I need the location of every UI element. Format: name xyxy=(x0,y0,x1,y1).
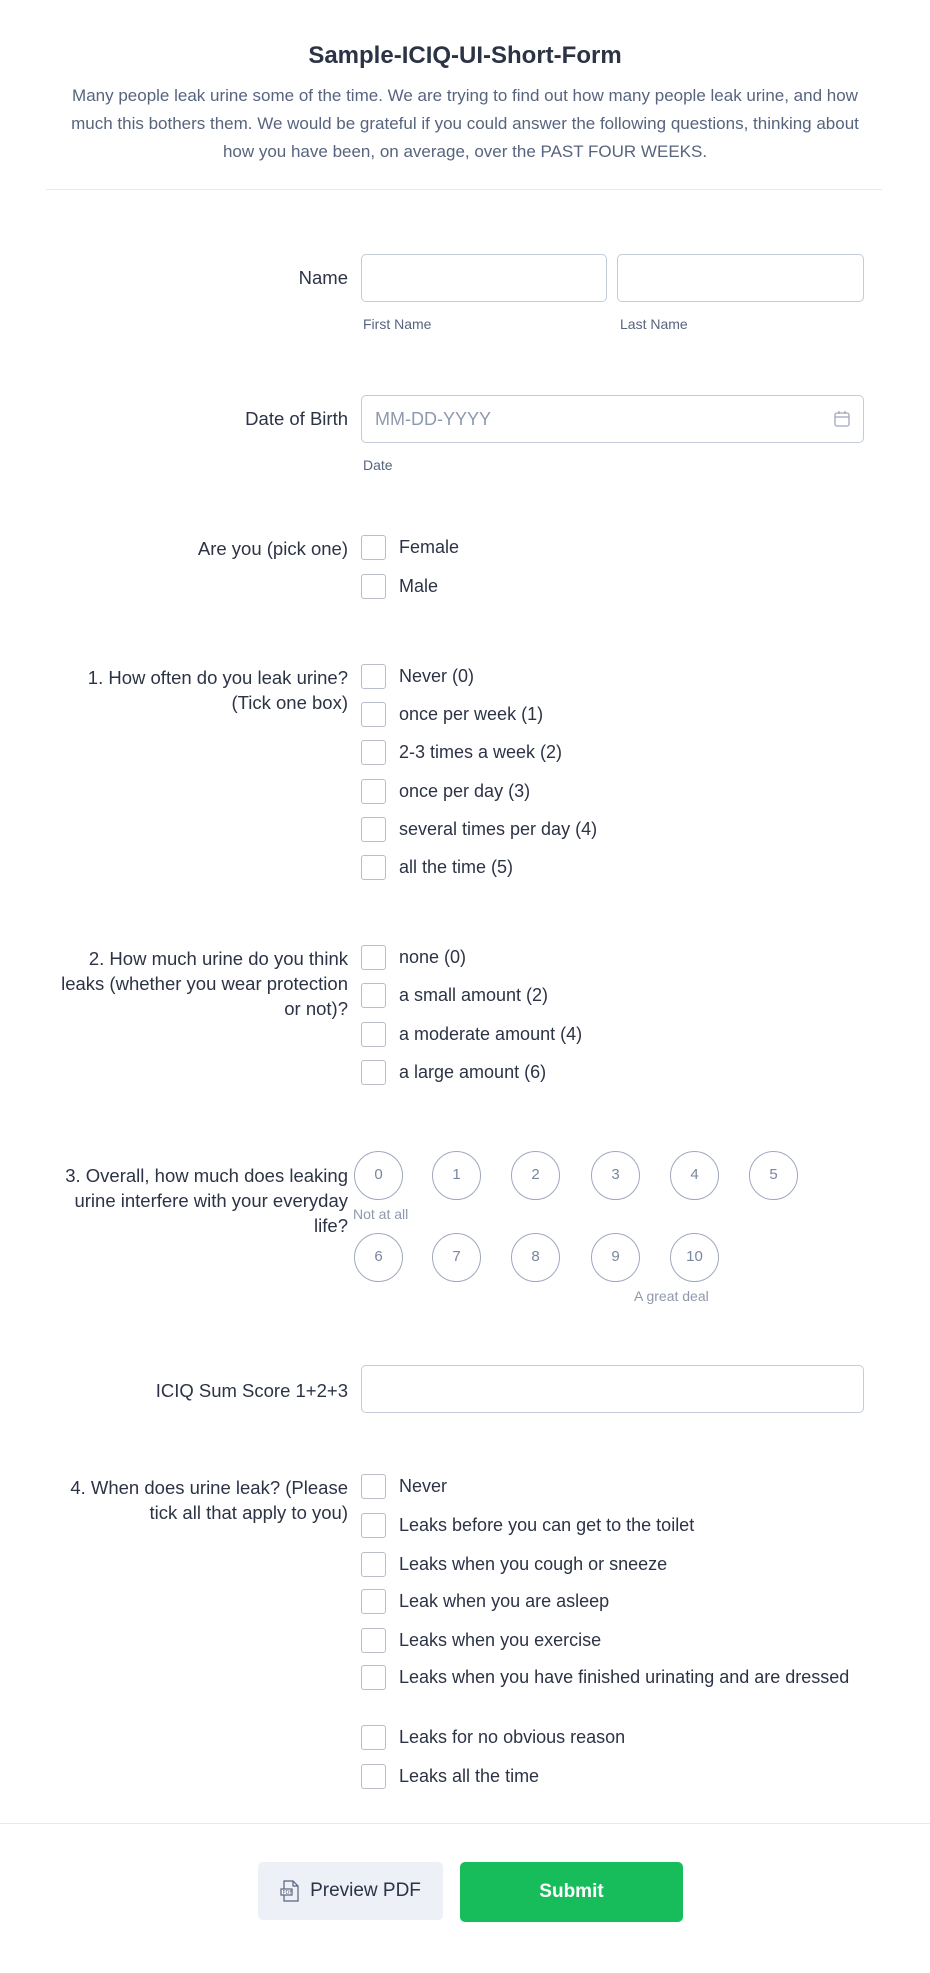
option-label: 2-3 times a week (2) xyxy=(399,742,563,762)
checkbox[interactable] xyxy=(361,1589,386,1614)
checkbox[interactable] xyxy=(361,702,386,727)
dob-label: Date of Birth xyxy=(245,408,348,429)
q4-option[interactable] xyxy=(361,1553,881,1577)
q4-option[interactable] xyxy=(361,1765,881,1789)
checkbox[interactable] xyxy=(361,574,386,599)
checkbox[interactable] xyxy=(361,1764,386,1789)
option-label: none (0) xyxy=(399,947,467,967)
option-label: a large amount (6) xyxy=(399,1062,547,1082)
svg-text:PDF: PDF xyxy=(282,1890,293,1896)
form-title: Sample-ICIQ-UI-Short-Form xyxy=(308,42,622,69)
option-label: several times per day (4) xyxy=(399,819,598,839)
q4-option[interactable] xyxy=(361,1629,881,1653)
scale-option-9[interactable]: 9 xyxy=(591,1233,640,1282)
option-label: Leaks when you cough or sneeze xyxy=(399,1554,668,1574)
form-description: Many people leak urine some of the time. We are trying to find out how many people leak urine, and how much this bothers them. We would be grateful if you could answer the following questions, thinking about how you have been, on average, over the PAST FOUR WEEKS. xyxy=(71,86,859,161)
gender-option[interactable] xyxy=(361,536,881,560)
scale-option-7[interactable]: 7 xyxy=(432,1233,481,1282)
divider xyxy=(46,189,882,190)
scale-max-label: A great deal xyxy=(634,1288,709,1304)
checkbox[interactable] xyxy=(361,817,386,842)
q4-option[interactable] xyxy=(361,1666,881,1690)
checkbox[interactable] xyxy=(361,779,386,804)
option-label: Leaks for no obvious reason xyxy=(399,1727,626,1747)
option-label: a moderate amount (4) xyxy=(399,1024,583,1044)
option-label: a small amount (2) xyxy=(399,985,549,1005)
q1-option[interactable] xyxy=(361,741,881,765)
checkbox[interactable] xyxy=(361,1022,386,1047)
q1-option[interactable] xyxy=(361,818,881,842)
last-name-input[interactable] xyxy=(617,254,864,302)
checkbox[interactable] xyxy=(361,740,386,765)
scale-option-4[interactable]: 4 xyxy=(670,1151,719,1200)
scale-option-2[interactable]: 2 xyxy=(511,1151,560,1200)
scale-min-label: Not at all xyxy=(353,1206,409,1222)
option-label: Leaks when you exercise xyxy=(399,1630,602,1650)
sum-score-input[interactable] xyxy=(361,1365,864,1413)
q4-label: 4. When does urine leak? (Please tick all that apply to you) xyxy=(70,1477,348,1523)
pdf-file-icon xyxy=(280,1880,300,1902)
q4-option[interactable] xyxy=(361,1514,881,1538)
checkbox[interactable] xyxy=(361,945,386,970)
name-label: Name xyxy=(298,267,348,288)
option-label: Female xyxy=(399,537,460,557)
submit-button[interactable]: Submit xyxy=(460,1862,683,1922)
option-label: Leaks before you can get to the toilet xyxy=(399,1515,695,1535)
scale-option-0[interactable]: 0 xyxy=(354,1151,403,1200)
first-name-input[interactable] xyxy=(361,254,607,302)
q1-option[interactable] xyxy=(361,665,881,689)
checkbox[interactable] xyxy=(361,535,386,560)
checkbox[interactable] xyxy=(361,1474,386,1499)
calendar-icon[interactable] xyxy=(833,410,851,428)
checkbox[interactable] xyxy=(361,664,386,689)
q2-option[interactable] xyxy=(361,1061,881,1085)
scale-option-8[interactable]: 8 xyxy=(511,1233,560,1282)
preview-pdf-button[interactable] xyxy=(258,1862,443,1920)
checkbox[interactable] xyxy=(361,983,386,1008)
last-name-sublabel: Last Name xyxy=(620,316,688,332)
option-label: once per day (3) xyxy=(399,781,531,801)
checkbox[interactable] xyxy=(361,1665,386,1690)
checkbox[interactable] xyxy=(361,1552,386,1577)
divider xyxy=(0,1823,930,1824)
q4-option[interactable] xyxy=(361,1726,881,1750)
option-label: Never xyxy=(399,1476,448,1496)
option-label: Leaks when you have finished urinating and are dressed xyxy=(399,1667,850,1687)
q2-option[interactable] xyxy=(361,984,881,1008)
q2-option[interactable] xyxy=(361,946,881,970)
q4-option[interactable] xyxy=(361,1475,881,1499)
first-name-sublabel: First Name xyxy=(363,316,432,332)
option-label: all the time (5) xyxy=(399,857,514,877)
q2-label: 2. How much urine do you think leaks (whether you wear protection or not)? xyxy=(61,948,348,1019)
gender-label: Are you (pick one) xyxy=(197,538,348,559)
scale-option-3[interactable]: 3 xyxy=(591,1151,640,1200)
q1-option[interactable] xyxy=(361,780,881,804)
q1-option[interactable] xyxy=(361,703,881,727)
preview-pdf-label: Preview PDF xyxy=(310,1880,421,1901)
dob-sublabel: Date xyxy=(363,457,393,473)
checkbox[interactable] xyxy=(361,1725,386,1750)
dob-placeholder: MM-DD-YYYY xyxy=(375,409,491,429)
option-label: once per week (1) xyxy=(399,704,544,724)
checkbox[interactable] xyxy=(361,1513,386,1538)
q1-option[interactable] xyxy=(361,856,881,880)
option-label: Male xyxy=(399,576,439,596)
scale-option-6[interactable]: 6 xyxy=(354,1233,403,1282)
sum-label: ICIQ Sum Score 1+2+3 xyxy=(155,1380,348,1401)
q2-option[interactable] xyxy=(361,1023,881,1047)
checkbox[interactable] xyxy=(361,855,386,880)
scale-option-10[interactable]: 10 xyxy=(670,1233,719,1282)
dob-input[interactable] xyxy=(361,395,864,443)
checkbox[interactable] xyxy=(361,1628,386,1653)
checkbox[interactable] xyxy=(361,1060,386,1085)
q1-label: 1. How often do you leak urine? (Tick one box) xyxy=(87,667,348,713)
q4-option[interactable] xyxy=(361,1590,881,1614)
scale-option-1[interactable]: 1 xyxy=(432,1151,481,1200)
option-label: Leaks all the time xyxy=(399,1766,540,1786)
option-label: Leak when you are asleep xyxy=(399,1591,610,1611)
option-label: Never (0) xyxy=(399,666,475,686)
q3-label: 3. Overall, how much does leaking urine interfere with your everyday life? xyxy=(65,1165,348,1236)
gender-option[interactable] xyxy=(361,575,881,599)
scale-option-5[interactable]: 5 xyxy=(749,1151,798,1200)
